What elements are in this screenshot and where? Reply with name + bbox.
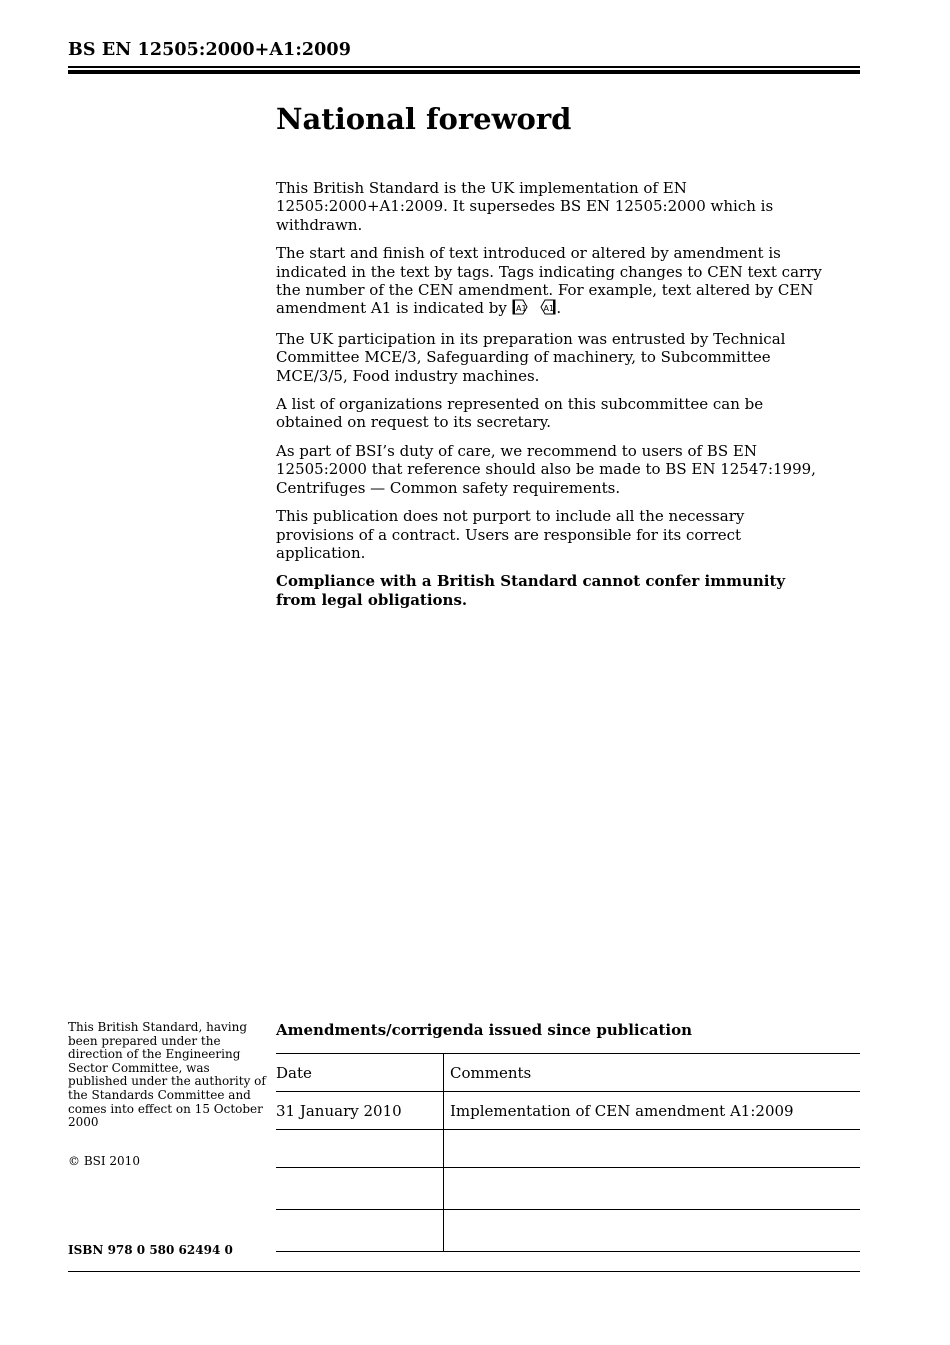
- foreword-body: [276, 179, 824, 619]
- column-header-comments: Comments: [444, 1054, 861, 1092]
- column-header-date: Date: [276, 1054, 444, 1092]
- end-tag-label: A1: [543, 304, 555, 314]
- page-title: National foreword: [276, 102, 572, 136]
- amendment-date: [276, 1168, 444, 1210]
- copyright-notice: © BSI 2010: [68, 1154, 140, 1168]
- table-row: [276, 1210, 860, 1252]
- amendment-date: [276, 1130, 444, 1168]
- amendment-date: [276, 1210, 444, 1252]
- paragraph-contract: This publication does not purport to include all the necessary provisions of a contract. Users are responsible for its correct application.: [276, 507, 745, 562]
- table-row: [276, 1168, 860, 1210]
- paragraph-amendment-tags: The start and finish of text introduced or altered by amendment is indicated in the text by tags. Tags indicating changes to CEN text carry the number of the CEN amendment. For example, text altered by CEN amendment A1 is indicated by A1 A1 .: [276, 244, 824, 320]
- table-row: [276, 1130, 860, 1168]
- amendments-table: [276, 1053, 860, 1252]
- table-header-row: [276, 1054, 860, 1092]
- paragraph-participation: The UK participation in its preparation was entrusted by Technical Committee MCE/3, Safeguarding of machinery, to Subcommittee MCE/3/5, Food industry machines.: [276, 329, 786, 385]
- amendment-comments: [444, 1168, 861, 1210]
- amendment-end-tag-icon: [536, 299, 556, 319]
- header-rule-thick: [68, 70, 860, 74]
- amendment-comments: Implementation of CEN amendment A1:2009: [444, 1092, 861, 1130]
- table-row: [276, 1092, 860, 1130]
- header-rule-thin: [68, 66, 860, 68]
- amendment-tags-text: The start and finish of text introduced or altered by amendment is indicated in the text by tags. Tags indicating changes to CEN text carry the number of the CEN amendment. For example, text altered by CEN amendment A1 is indicated by: [276, 244, 822, 318]
- amendments-heading: Amendments/corrigenda issued since publication: [276, 1021, 692, 1039]
- paragraph-duty-of-care: As part of BSI’s duty of care, we recommend to users of BS EN 12505:2000 that reference should also be made to BS EN 12547:1999, Centrifuges — Common safety requirements.: [276, 441, 816, 497]
- paragraph-organizations: A list of organizations represented on this subcommittee can be obtained on request to its secretary.: [276, 395, 764, 432]
- paragraph-compliance: Compliance with a British Standard cannot confer immunity from legal obligations.: [276, 572, 786, 609]
- isbn-number: ISBN 978 0 580 62494 0: [68, 1243, 233, 1257]
- amendment-date: 31 January 2010: [276, 1092, 444, 1130]
- amendment-comments: [444, 1210, 861, 1252]
- footer-rule: [68, 1271, 860, 1272]
- start-tag-label: A1: [515, 304, 527, 314]
- standard-code-header: BS EN 12505:2000+A1:2009: [68, 40, 351, 60]
- amendment-comments: [444, 1130, 861, 1168]
- paragraph-implementation: This British Standard is the UK implementation of EN 12505:2000+A1:2009. It supersedes BS EN 12505:2000 which is withdrawn.: [276, 179, 774, 234]
- amendment-start-tag-icon: [512, 299, 532, 319]
- publication-note: This British Standard, having been prepared under the direction of the Engineering Sector Committee, was published under the authority of the Standards Committee and comes into effect on 15 October 2000: [68, 1020, 266, 1130]
